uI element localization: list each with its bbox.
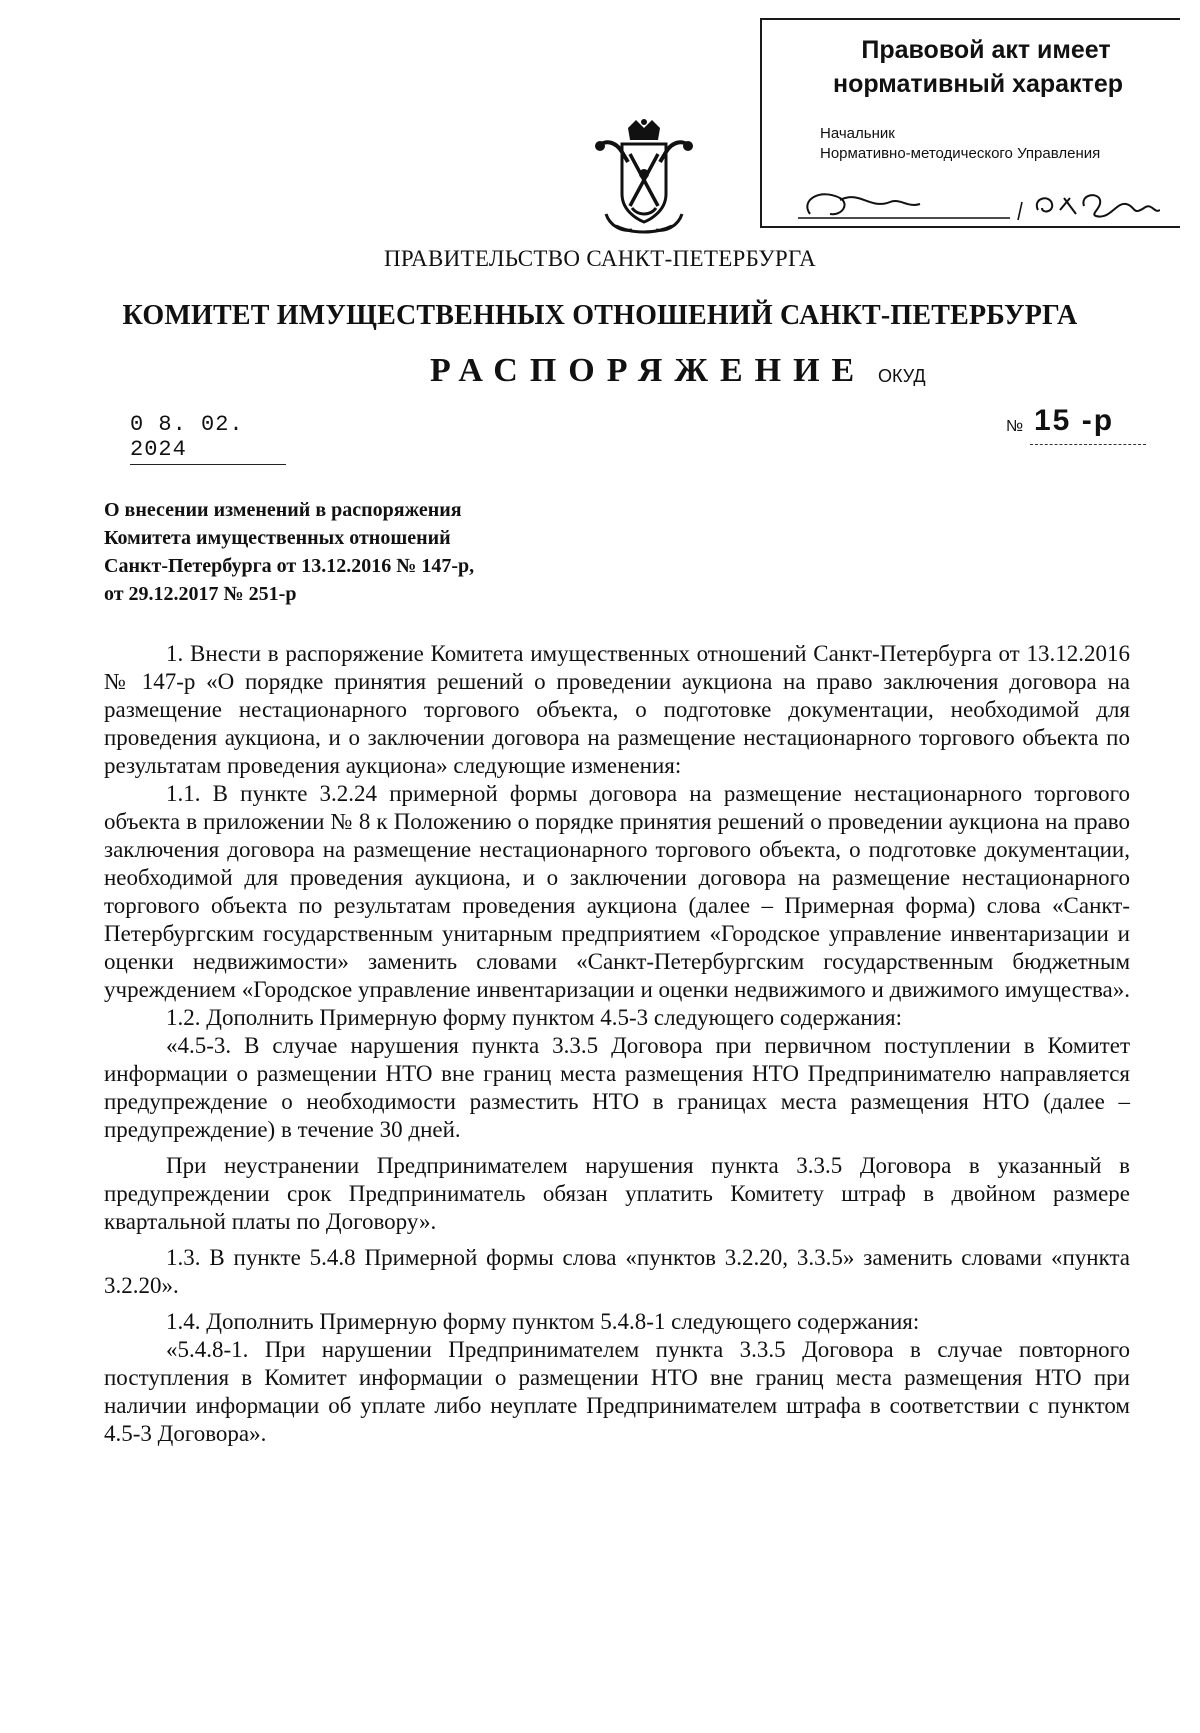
paragraph: «5.4.8-1. При нарушении Предпринимателем пункта 3.3.5 Договора в случае повторного поступления в Комитет информации о размещении НТО вне границ места размещения НТО при наличии информации об уплате либо неуплате Предпринимателем штрафа в соответствии с пунктом 4.5-3 Договора». bbox=[104, 1337, 1130, 1446]
paragraph: При неустранении Предпринимателем нарушения пункта 3.3.5 Договора в указанный в предупреждении срок Предприниматель обязан уплатить Комитету штраф в двойном размере квартальной платы по Договору». bbox=[104, 1153, 1130, 1234]
subject-line: от 29.12.2017 № 251-р bbox=[104, 583, 297, 605]
paragraph: 1.1. В пункте 3.2.24 примерной формы договора на размещение нестационарного торгового объекта в приложении № 8 к Положению о порядке принятия решений о проведении аукциона на право заключения договора на размещение нестационарного торгового объекта, о подготовке документации, необходимой для проведения аукциона, и о заключении договора на размещение нестационарного торгового объекта по результатам проведения аукциона (далее – Примерная форма) слова «Санкт-Петербургским государственным унитарным предприятием «Городское управление инвентаризации и оценки недвижимости» заменить словами «Санкт-Петербургским государственным бюджетным учреждением «Городское управление инвентаризации и оценки недвижимого и движимого имущества». bbox=[104, 781, 1130, 1002]
paragraph: «4.5-3. В случае нарушения пункта 3.3.5 Договора при первичном поступлении в Комитет информации о размещении НТО вне границ места размещения НТО Предпринимателю направляется предупреждение о необходимости разместить НТО в границах места размещения НТО (далее – предупреждение) в течение 30 дней. bbox=[104, 1033, 1130, 1142]
document-body bbox=[104, 640, 1130, 1448]
paragraph: 1. Внести в распоряжение Комитета имущественных отношений Санкт-Петербурга от 13.12.2016 № 147-р «О порядке принятия решений о проведении аукциона на право заключения договора на размещение нестационарного торгового объекта, о подготовке документации, необходимой для проведения аукциона, и о заключении договора на размещение нестационарного торгового объекта по результатам проведения аукциона» следующие изменения: bbox=[104, 641, 1130, 778]
stamp-position-line1: Начальник bbox=[820, 125, 895, 142]
number-sign: № bbox=[1006, 418, 1024, 435]
document-date: 0 8. 02. 2024 bbox=[130, 412, 286, 465]
document-number bbox=[1006, 404, 1146, 440]
subject-line: Санкт-Петербурга от 13.12.2016 № 147-р, bbox=[104, 555, 475, 577]
paragraph: 1.4. Дополнить Примерную форму пунктом 5.4.8-1 следующего содержания: bbox=[166, 1309, 920, 1334]
stamp-title-line1: Правовой акт имеет bbox=[861, 36, 1111, 64]
number-value: 15 -р bbox=[1034, 404, 1115, 437]
document-subject bbox=[104, 496, 664, 608]
government-title: ПРАВИТЕЛЬСТВО САНКТ-ПЕТЕРБУРГА bbox=[383, 246, 817, 271]
normative-stamp bbox=[760, 18, 1180, 228]
number-underline bbox=[1030, 444, 1146, 445]
handwritten-signature bbox=[780, 180, 1160, 230]
stamp-title-line2: нормативный характер bbox=[832, 70, 1124, 98]
committee-title: КОМИТЕТ ИМУЩЕСТВЕННЫХ ОТНОШЕНИЙ САНКТ-ПЕТЕРБУРГА bbox=[122, 300, 1078, 331]
subject-line: Комитета имущественных отношений bbox=[104, 527, 451, 549]
document-type: РАСПОРЯЖЕНИЕ bbox=[430, 352, 867, 389]
paragraph: 1.2. Дополнить Примерную форму пунктом 4.5-3 следующего содержания: bbox=[166, 1005, 903, 1030]
stamp-position-line2: Нормативно-методического Управления bbox=[820, 145, 1101, 162]
subject-line: О внесении изменений в распоряжения bbox=[104, 499, 462, 521]
coat-of-arms-icon bbox=[592, 118, 696, 238]
paragraph: 1.3. В пункте 5.4.8 Примерной формы слова «пунктов 3.2.20, 3.3.5» заменить словами «пункта 3.2.20». bbox=[104, 1245, 1130, 1298]
okud-label: ОКУД bbox=[878, 366, 926, 386]
